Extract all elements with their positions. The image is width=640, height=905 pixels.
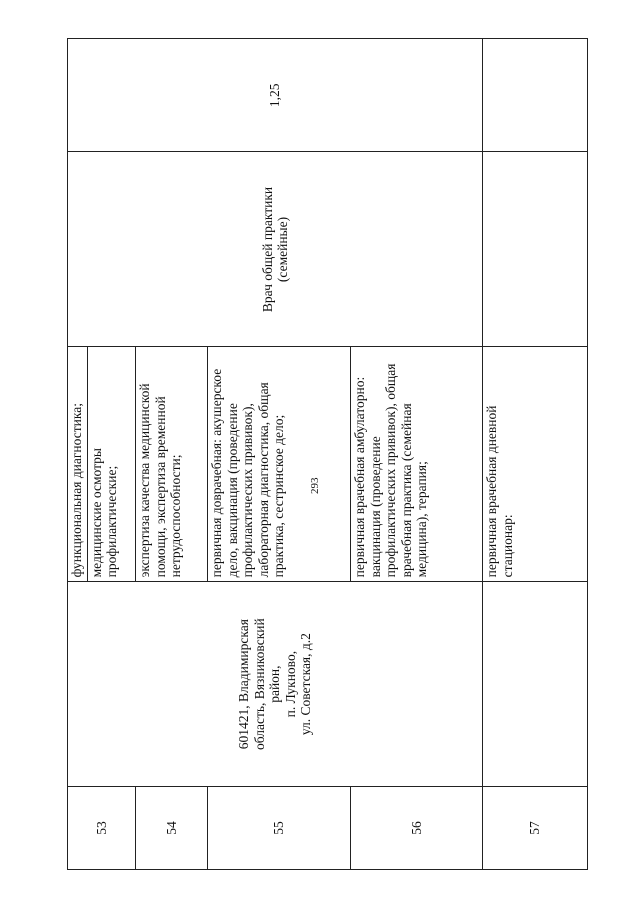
row-number: 55 (208, 786, 351, 869)
row-number: 54 (136, 786, 208, 869)
row-number: 53 (68, 786, 136, 869)
rate-cell (68, 39, 483, 153)
activity-item: первичная врачебная амбулаторно: вакцинация (проведение профилактических прививок), общая врачебная практика (семейная медицина), терапия; (352, 363, 429, 578)
address-cell (68, 582, 483, 787)
table-row (483, 39, 588, 870)
table-row (68, 39, 136, 870)
address-text: 601421, Владимирская область, Вязниковский район, п. Лукново, ул. Советская, д.2 (236, 618, 314, 750)
activity-item: первичная доврачебная: акушерское дело, вакцинация (проведение профилактических прививок), лабораторная диагностика, общая практика, сестринское дело; (209, 368, 286, 578)
activity-item: первичная врачебная дневной стационар: (484, 405, 515, 578)
activity-cell (136, 347, 208, 582)
specialist-cell-empty (483, 152, 588, 347)
activity-item: функциональная диагностика; (68, 347, 88, 581)
activity-item: экспертиза качества медицинской помощи, экспертиза временной нетрудоспособности; (137, 383, 183, 578)
row-number: 56 (351, 786, 483, 869)
page-number: 293 (309, 477, 321, 494)
specialist-text: Врач общей практики (семейные) (259, 186, 290, 313)
activity-cell (68, 347, 136, 582)
rate-value: 1,25 (267, 83, 283, 108)
staff-table (67, 38, 588, 870)
rotated-table-container (67, 38, 587, 870)
address-cell-empty (483, 582, 588, 787)
rate-cell-empty (483, 39, 588, 153)
specialist-cell (68, 152, 483, 347)
activity-cell (351, 347, 483, 582)
row-number: 57 (483, 786, 588, 869)
activity-item: медицинские осмотры профилактические; (88, 448, 119, 578)
activity-cell (483, 347, 588, 582)
activity-cell (208, 347, 351, 582)
